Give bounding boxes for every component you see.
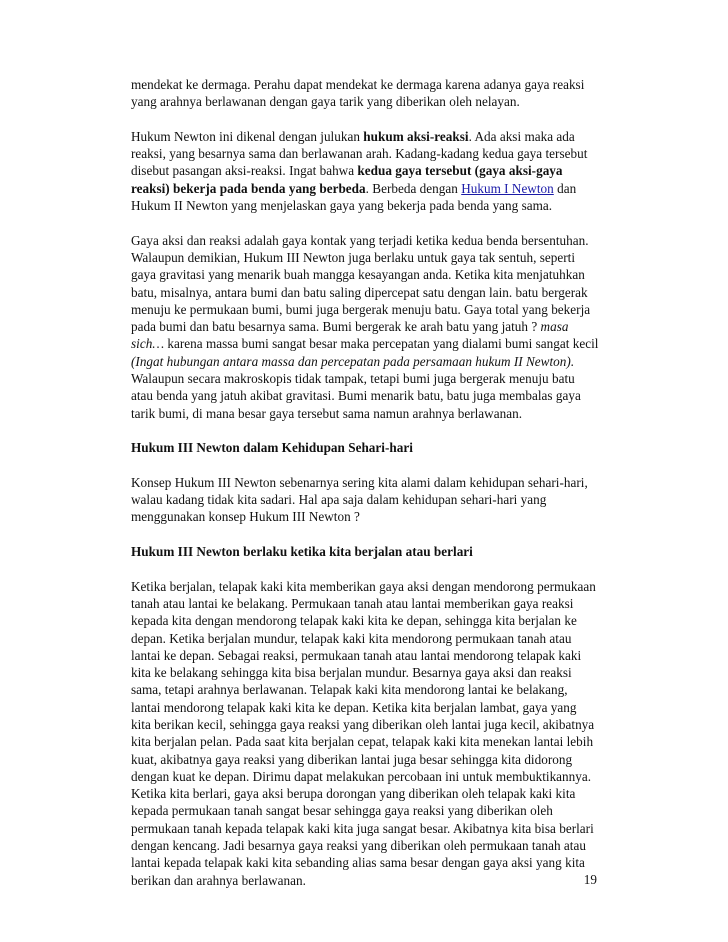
italic-masa-sich: masa sich… (131, 319, 569, 352)
paragraph-3-text-2: karena massa bumi sangat besar maka percepatan yang dialami bumi sangat kecil (164, 336, 599, 352)
section-heading-kehidupan: Hukum III Newton dalam Kehidupan Sehari-hari (131, 440, 413, 456)
paragraph-2-text-2: . Ada aksi maka ada reaksi, yang besarnya sama dan berlawanan arah. Kadang-kadang kedua gaya tersebut disebut pasangan aksi-reaksi. Ingat bahwa (131, 128, 588, 179)
bold-aksi-reaksi: hukum aksi-reaksi (363, 128, 469, 144)
paragraph-4: Konsep Hukum III Newton sebenarnya sering kita alami dalam kehidupan sehari-hari, walau kadang tidak kita sadari. Hal apa saja dalam kehidupan sehari-hari yang menggunakan konsep Hukum III Newton ? (131, 474, 588, 525)
paragraph-2 (131, 128, 599, 214)
body-text (131, 76, 599, 889)
paragraph-1: mendekat ke dermaga. Perahu dapat mendekat ke dermaga karena adanya gaya reaksi yang arahnya berlawanan dengan gaya tarik yang diberikan oleh nelayan. (131, 77, 585, 110)
paragraph-2-text-4: dan Hukum II Newton yang menjelaskan gaya yang bekerja pada benda yang sama. (131, 180, 577, 214)
paragraph-5: Ketika berjalan, telapak kaki kita memberikan gaya aksi dengan mendorong permukaan tanah atau lantai ke belakang. Permukaan tanah atau lantai memberikan gaya reaksi kepada kita dengan mendorong telapak kaki kita ke depan, sehingga kita berjalan ke depan. Ketika berjalan mundur, telapak kaki kita mendorong permukaan tanah atau lantai ke depan. Sebagai reaksi, permukaan tanah atau lantai mendorong telapak kaki kita ke belakang sehingga kita bisa berjalan mundur. Besarnya gaya aksi dan reaksi sama, tetapi arahnya berlawanan. Telapak kaki kita mendorong lantai ke belakang, lantai mendorong telapak kaki kita ke depan. Ketika kita berjalan lambat, gaya yang kita berikan kecil, sehingga gaya reaksi yang diberikan oleh lantai juga kecil, akibatnya kita berjalan pelan. Pada saat kita berjalan cepat, telapak kaki kita menekan lantai lebih kuat, akibatnya gaya reaksi yang diberikan lantai juga besar sehingga kita didorong dengan kuat ke depan. Dirimu dapat melakukan percobaan ini untuk membuktikannya. Ketika kita berlari, gaya aksi berupa dorongan yang diberikan oleh telapak kaki kita kepada permukaan tanah sangat besar sehingga gaya reaksi yang diberikan oleh permukaan tanah kepada telapak kaki kita juga sangat besar. Akibatnya kita bisa berlari dengan kencang. Jadi besarnya gaya reaksi yang diberikan oleh permukaan tanah atau lantai kepada telapak kaki kita sebanding alias sama besar dengan gaya aksi yang kita berikan dan arahnya berlawanan. (131, 578, 596, 888)
paragraph-3 (131, 232, 599, 422)
paragraph-3-text-3: Walaupun secara makroskopis tidak tampak, tetapi bumi juga bergerak menuju batu atau benda yang jatuh akibat gravitasi. Bumi menarik batu, batu juga membalas gaya tarik bumi, di mana besar gaya tersebut sama namun arahnya berlawanan. (131, 371, 581, 421)
section-heading-berjalan: Hukum III Newton berlaku ketika kita berjalan atau berlari (131, 544, 473, 560)
page-number: 19 (583, 872, 597, 887)
paragraph-3-text-1: Gaya aksi dan reaksi adalah gaya kontak yang terjadi ketika kedua benda bersentuhan. Walaupun demikian, Hukum III Newton juga berlaku untuk gaya tak sentuh, seperti gaya gravitasi yang menarik buah mangga kesayangan anda. Ketika kita menjatuhkan batu, misalnya, antara bumi dan batu saling dipercepat satu dengan lain. batu bergerak menuju ke permukaan bumi, bumi juga bergerak menuju batu. Gaya total yang bekerja pada bumi dan batu besarnya sama. Bumi bergerak ke arah batu yang jatuh ? (131, 232, 591, 335)
hukum-i-newton-link[interactable]: Hukum I Newton (461, 180, 554, 196)
italic-ingat-hubungan: (Ingat hubungan antara massa dan percepatan pada persamaan hukum II Newton). (131, 353, 575, 369)
paragraph-2-text-1: Hukum Newton ini dikenal dengan julukan (131, 128, 364, 144)
bold-kedua-gaya: kedua gaya tersebut (gaya aksi-gaya reaksi) bekerja pada benda yang berbeda (131, 163, 563, 196)
paragraph-2-text-3: . Berbeda dengan (365, 180, 462, 196)
